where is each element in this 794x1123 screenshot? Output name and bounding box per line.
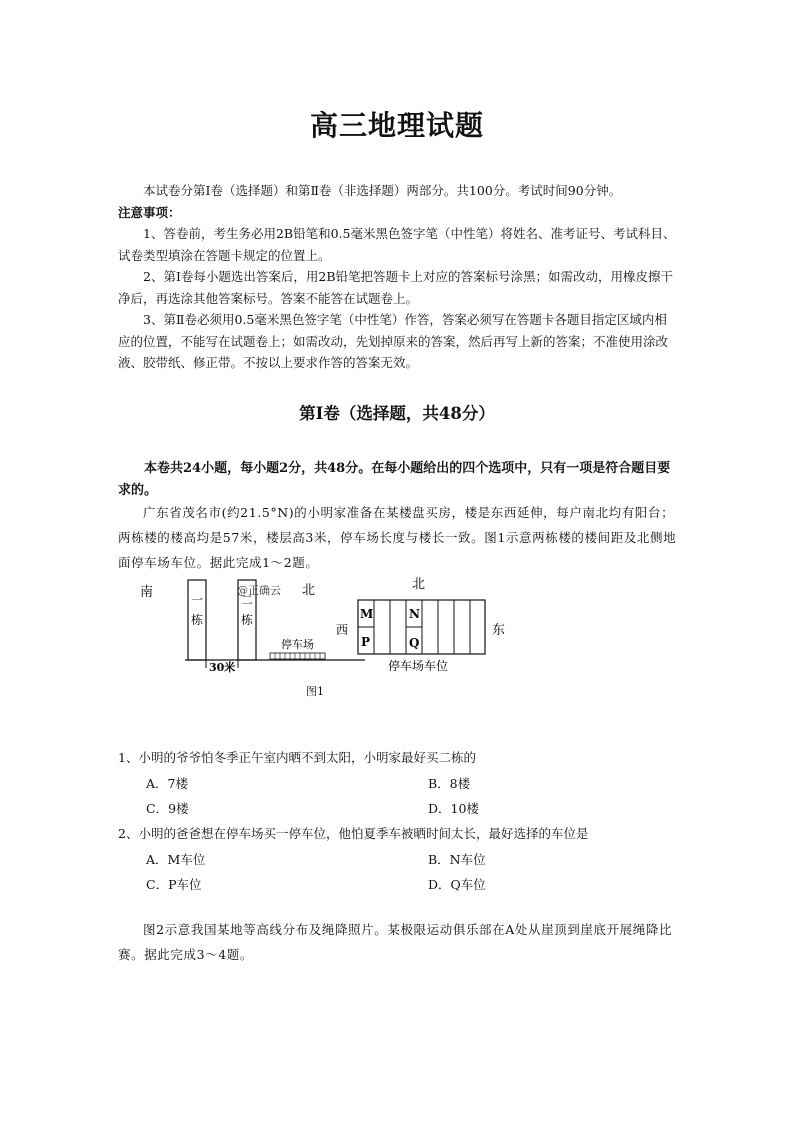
building-1-char-1: 一 [190,593,204,607]
spot-q: Q [409,636,420,650]
question-1-option-d[interactable]: D．10楼 [428,801,479,816]
question-1-stem: 1、小明的爷爷怕冬季正午室内晒不到太阳，小明家最好买二栋的 [118,750,476,765]
question-2-option-d[interactable]: D．Q车位 [428,877,486,892]
note-item-3: 3、第Ⅱ卷必须用0.5毫米黑色签字笔（中性笔）作答，答案必须写在答题卡各题目指定区域内相应的位置，不能写在试题卷上；如需改动，先划掉原来的答案，然后再写上新的答案；不准使用涂改液、胶带纸、修正带。不按以上要求作答的答案无效。 [118,312,669,370]
spot-p: P [361,635,371,649]
east-label: 东 [492,623,506,638]
building-2-char-2: 栋 [240,613,254,627]
figure-1-diagram [130,572,530,677]
south-label: 南 [140,585,154,600]
exam-instructions [118,180,678,374]
question-2-option-b[interactable]: B．N车位 [428,852,486,867]
question-context-2: 图2示意我国某地等高线分布及绳降照片。某极限运动俱乐部在A处从崖顶到崖底开展绳降比赛。据此完成3～4题。 [118,922,673,962]
distance-label: 30米 [209,661,236,674]
question-2-stem: 2、小明的爸爸想在停车场买一停车位，他怕夏季车被晒时间太长，最好选择的车位是 [118,826,589,841]
watermark-logo: @正确云 [237,584,281,597]
grid-north-label: 北 [412,577,426,592]
building-2-char-1: 二 [240,593,254,607]
section-title: 第Ⅰ卷（选择题，共48分） [299,404,495,423]
note-item-2: 2、第Ⅰ卷每小题选出答案后，用2B铅笔把答题卡上对应的答案标号涂黑；如需改动，用橡皮擦干净后，再选涂其他答案标号。答案不能答在试题卷上。 [118,269,674,306]
exam-overview: 本试卷分第Ⅰ卷（选择题）和第Ⅱ卷（非选择题）两部分。共100分。考试时间90分钟。 [143,183,622,198]
spot-m: M [360,607,374,621]
parking-strip [270,653,325,659]
section-intro: 本卷共24小题，每小题2分，共48分。在每小题给出的四个选项中，只有一项是符合题目要求的。 [118,461,671,498]
parking-strip-ticks [275,653,320,659]
question-context-1: 广东省茂名市(约21.5°N)的小明家准备在某楼盘买房，楼是东西延伸，每户南北均有阳台；两栋楼的楼高均是57米，楼层高3米，停车场长度与楼长一致。图1示意两栋楼的楼间距及北侧地面停车场车位。据此完成1～2题。 [118,505,677,570]
figure-1-caption: 图1 [306,685,324,698]
parking-spots-label: 停车场车位 [388,659,449,673]
spot-n: N [409,607,420,621]
question-1-option-b[interactable]: B．8楼 [428,776,471,791]
west-label: 西 [336,623,349,637]
parking-label: 停车场 [281,638,314,651]
question-2-option-a[interactable]: A．M车位 [146,852,206,867]
question-1-option-c[interactable]: C．9楼 [146,801,189,816]
question-1-option-a[interactable]: A．7楼 [146,776,188,791]
building-1-char-2: 栋 [190,613,204,627]
question-2-option-c[interactable]: C．P车位 [146,877,202,892]
notes-heading: 注意事项： [118,204,181,220]
north-label: 北 [302,583,316,598]
note-item-1: 1、答卷前，考生务必用2B铅笔和0.5毫米黑色签字笔（中性笔）将姓名、准考证号、考试科目、试卷类型填涂在答题卡规定的位置上。 [118,226,676,263]
page-title: 高三地理试题 [309,109,484,142]
